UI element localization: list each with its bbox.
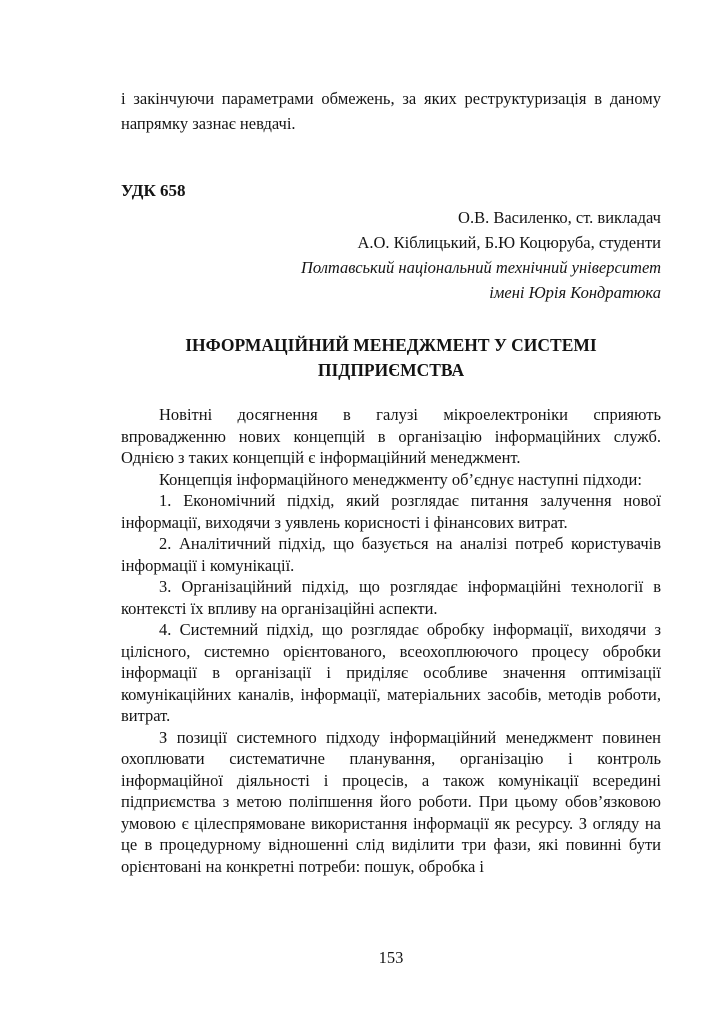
affiliation-line-1: Полтавський національний технічний університет [300, 258, 661, 277]
article-title: ІНФОРМАЦІЙНИЙ МЕНЕДЖМЕНТ У СИСТЕМІ ПІДПРИЄМСТВА [185, 335, 597, 380]
paragraph-approaches-lead: Концепція інформаційного менеджменту об’єднує наступні підходи: [159, 469, 642, 489]
udk-code: УДК 658 [121, 181, 186, 200]
author-line-1: О.В. Василенко, ст. викладач [458, 208, 661, 227]
paragraph-approach-analytic: 2. Аналітичний підхід, що базується на аналізі потреб користувачів інформації і комунікації. [121, 534, 661, 575]
paragraph-approach-systemic: 4. Системний підхід, що розглядає обробку інформації, виходячи з цілісного, системно орієнтованого, всеохоплюючого процесу обробки інформації в організації і приділяє особливе значення оптимізації комунікаційних каналів, інформації, матеріальних засобів, методів роботи, витрат. [121, 620, 661, 725]
affiliation-line-2: імені Юрія Кондратюка [489, 283, 661, 302]
continuation-paragraph: і закінчуючи параметрами обмежень, за яких реструктуризація в даному напрямку зазнає невдачі. [121, 89, 661, 133]
author-block [121, 205, 661, 305]
paragraph-approach-economic: 1. Економічний підхід, який розглядає питання залучення нової інформації, виходячи з уявлень корисності і фінансових витрат. [121, 491, 661, 532]
page-number: 153 [378, 948, 404, 967]
paragraph-approach-organizational: 3. Організаційний підхід, що розглядає інформаційні технології в контексті їх впливу на організаційні аспекти. [121, 577, 661, 618]
paragraph-intro: Новітні досягнення в галузі мікроелектроніки сприяють впровадженню нових концепцій в організацію інформаційних служб. Однією з таких концепцій є інформаційний менеджмент. [121, 405, 661, 467]
author-line-2: А.О. Кіблицький, Б.Ю Коцюруба, студенти [357, 233, 661, 252]
paragraph-system-view: З позиції системного підходу інформаційний менеджмент повинен охоплювати систематичне планування, організацію і контроль інформаційної діяльності і процесів, а також комунікації всередині підприємства з метою поліпшення його роботи. При цьому обов’язковою умовою є цілеспрямоване використання інформації як ресурсу. З огляду на це в процедурному відношенні слід виділити три фази, які повинні бути орієнтовані на конкретні потреби: пошук, обробка і [121, 727, 661, 876]
